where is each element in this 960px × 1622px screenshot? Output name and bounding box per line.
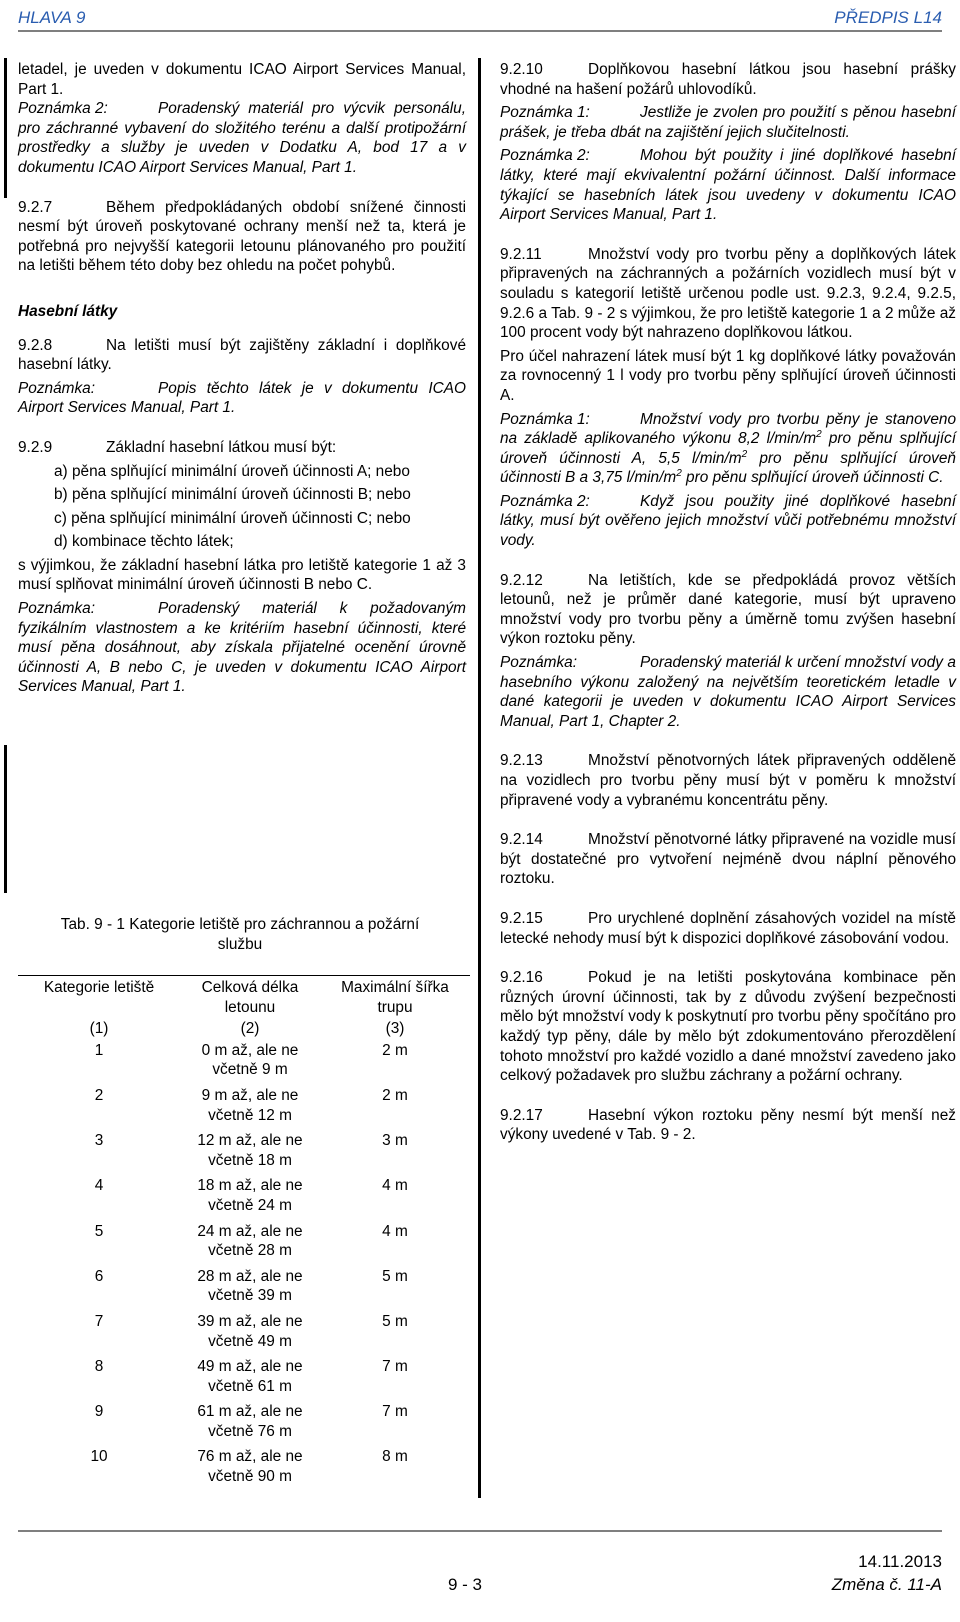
width-cell: 5 m xyxy=(382,1312,408,1330)
superscript: 2 xyxy=(816,428,822,440)
note-text: Poradenský materiál k určení množství vody a hasebního výkonu založený na největším teoretickém letadle v dané kategorii je uveden v dokumentu ICAO Airport Services Manual, Part 1, Chapter 2. xyxy=(500,654,956,730)
note-text: Když jsou použity jiné doplňkové hasební látky, musí být ověřeno jejich množství vůči potřebnému množství vody. xyxy=(500,492,956,550)
column-header: Celková délka letounu xyxy=(180,976,320,1020)
note-other-agents xyxy=(500,492,956,551)
table-row xyxy=(18,1176,470,1221)
change-bar-right xyxy=(478,58,481,1498)
width-cell: 2 m xyxy=(382,1041,408,1059)
length-cell: 49 m až, ale ne včetně 61 m xyxy=(197,1358,303,1395)
note-text: pro pěnu splňující úroveň účinnosti B a 3,75 l/min/m xyxy=(500,449,956,487)
paragraph-number: 9.2.8 xyxy=(18,336,53,354)
note-text: pro pěnu splňující úroveň účinnosti A, 5,5 l/min/m xyxy=(500,430,956,467)
paragraph-9-2-17 xyxy=(500,1106,956,1145)
column-header: Maximální šířka trupu xyxy=(320,976,470,1020)
category-cell: 7 xyxy=(94,1312,104,1330)
length-cell: 9 m až, ale ne včetně 12 m xyxy=(201,1086,299,1124)
table-caption: Tab. 9 - 1 Kategorie letiště pro záchrannou a požární službu xyxy=(60,916,420,953)
note-label: Poznámka: xyxy=(500,654,577,672)
paragraph-text: Množství pěnotvorných látek připravených odděleně na vozidlech pro tvorbu pěny musí být v poměru k množství připravené vody a vybranému koncentrátu pěny. xyxy=(500,752,956,809)
note-label: Poznámka 2: xyxy=(500,147,590,165)
table-row xyxy=(18,1402,470,1447)
note-text: Poradenský materiál pro výcvik personálu, pro záchranné vybavení do složitého terénu a další protipožární prostředky a služby je uveden v Dodatku A, bod 17 a v dokumentu ICAO Airport Services Manual, Part 1. xyxy=(18,100,466,176)
superscript: 2 xyxy=(676,468,682,480)
length-cell: 12 m až, ale ne včetně 18 m xyxy=(197,1132,303,1169)
table-row xyxy=(18,1041,470,1086)
width-cell: 4 m xyxy=(382,1177,408,1195)
right-column xyxy=(500,60,956,1145)
paragraph-text: Pro urychlené doplnění zásahových vozidel na místě letecké nehody musí být k dispozici doplňkové zásobování vodou. xyxy=(500,909,956,947)
table-row xyxy=(18,1131,470,1176)
paragraph-9-2-15 xyxy=(500,909,956,948)
paragraph-substitution: Pro účel nahrazení látek musí být 1 kg doplňkové látky považován za rovnocenný 1 l vody pro tvorbu pěny splňující úroveň účinnosti A. xyxy=(500,347,956,404)
width-cell: 5 m xyxy=(382,1267,408,1285)
paragraph-9-2-10 xyxy=(500,60,956,99)
paragraph-number: 9.2.7 xyxy=(18,198,53,216)
length-cell: 0 m až, ale ne včetně 9 m xyxy=(201,1041,299,1079)
width-cell: 7 m xyxy=(382,1358,408,1376)
table-row xyxy=(18,1357,470,1402)
category-cell: 4 xyxy=(94,1177,104,1195)
table-row xyxy=(18,1267,470,1312)
length-cell: 39 m až, ale ne včetně 49 m xyxy=(197,1312,303,1350)
paragraph-number: 9.2.17 xyxy=(500,1106,543,1124)
section-heading: Hasební látky xyxy=(18,302,118,320)
length-cell: 24 m až, ale ne včetně 28 m xyxy=(197,1222,303,1260)
note-2 xyxy=(500,146,956,224)
superscript: 2 xyxy=(741,448,748,460)
page-header xyxy=(18,4,942,32)
note-label: Poznámka 2: xyxy=(500,492,590,510)
note-2 xyxy=(18,99,466,177)
note-9-2-9 xyxy=(18,599,466,697)
note-text: Množství vody pro tvorbu pěny je stanoveno na základě aplikovaného výkonu 8,2 l/min/m xyxy=(500,410,956,448)
paragraph-number: 9.2.11 xyxy=(500,245,542,263)
paragraph-number: 9.2.15 xyxy=(500,909,543,927)
list-item: b) pěna splňující minimální úroveň účinnosti B; nebo xyxy=(54,486,411,504)
paragraph-number: 9.2.10 xyxy=(500,61,543,78)
footer-date: 14.11.2013 xyxy=(858,1552,942,1571)
length-cell: 76 m až, ale ne včetně 90 m xyxy=(197,1448,303,1486)
note-1 xyxy=(500,103,956,142)
footer-rule xyxy=(18,1530,942,1532)
category-cell: 2 xyxy=(94,1086,104,1104)
category-cell: 6 xyxy=(94,1267,104,1285)
paragraph-number: 9.2.16 xyxy=(500,969,543,987)
paragraph-number: 9.2.14 xyxy=(500,831,543,849)
list-item: a) pěna splňující minimální úroveň účinnosti A; nebo xyxy=(54,462,410,480)
paragraph-9-2-11 xyxy=(500,245,956,343)
note-label: Poznámka: xyxy=(18,600,95,618)
paragraph-exception: s výjimkou, že základní hasební látka pro letiště kategorie 1 až 3 musí splňovat minimální úroveň účinnosti B nebo C. xyxy=(18,556,466,594)
length-cell: 28 m až, ale ne včetně 39 m xyxy=(197,1267,303,1305)
width-cell: 7 m xyxy=(382,1403,408,1421)
width-cell: 4 m xyxy=(382,1222,408,1240)
note-text: Popis těchto látek je v dokumentu ICAO Airport Services Manual, Part 1. xyxy=(18,379,466,417)
category-cell: 10 xyxy=(90,1448,108,1466)
note-label: Poznámka 1: xyxy=(500,410,590,428)
paragraph-9-2-9 xyxy=(18,438,466,458)
note-water-quantity xyxy=(500,410,956,488)
paragraph-text: Na letištích, kde se předpokládá provoz větších letounů, než je průměr dané kategorie, musí být upraveno množství vody pro tvorbu pěny a úměrně tomu zvýšen hasební výkon roztoku pěny. xyxy=(500,571,956,648)
note-label: Poznámka 1: xyxy=(500,104,590,122)
column-number: (3) xyxy=(385,1020,405,1038)
change-bar-left xyxy=(4,58,7,198)
regulation-label: PŘEDPIS L14 xyxy=(834,8,942,27)
column-number: (1) xyxy=(89,1020,109,1038)
paragraph-9-2-14 xyxy=(500,830,956,889)
paragraph-text: Pokud je na letišti poskytována kombinace pěn různých úrovní účinnosti, tak by z důvodu zvýšení bezpečnosti mělo být množství vody k poskytnutí pro tvorbu pěny spočítáno pro každý typ pěny, dále by mělo být zdokumentováno přerozdělení tohoto množství pro každé vozidlo a dané množství zavedeno jako celkový požadavek pro službu záchrany a požární ochrany. xyxy=(500,969,956,1085)
length-cell: 61 m až, ale ne včetně 76 m xyxy=(197,1403,303,1440)
paragraph-text: Během předpokládaných období snížené činnosti nesmí být úroveň poskytované ochrany menší než ta, která je potřebná pro nejvyšší kategorii letounu plánovaného pro použití na letišti během této doby bez ohledu na počet pohybů. xyxy=(18,198,466,275)
note-text: Mohou být použity i jiné doplňkové hasební látky, které mají ekvivalentní požární účinnost. Další informace týkající se hasebních látek jsou uvedeny v dokumentu ICAO Airport Services Manual, Part 1. xyxy=(500,147,956,224)
note-text: Jestliže je zvolen pro použití s pěnou hasební prášek, je třeba dbát na zajištění jejich slučitelnosti. xyxy=(500,104,956,141)
paragraph-text: Hasební výkon roztoku pěny nesmí být menší než výkony uvedené v Tab. 9 - 2. xyxy=(500,1106,956,1144)
category-table xyxy=(18,975,470,1493)
table-row xyxy=(18,1447,470,1492)
paragraph-intro: letadel, je uveden v dokumentu ICAO Airport Services Manual, Part 1. xyxy=(18,61,466,98)
paragraph-text: Doplňkovou hasební látkou jsou hasební prášky vhodné na hašení požárů uhlovodíků. xyxy=(500,61,956,98)
width-cell: 3 m xyxy=(382,1132,408,1150)
paragraph-text: Množství vody pro tvorbu pěny a doplňkových látek připravených na záchranných a požárních vozidlech musí být v souladu s kategorií letiště určenou podle ust. 9.2.3, 9.2.4, 9.2.5, 9.2.6 a Tab. 9 - 2 s výjimkou, že pro letiště kategorie 1 a 2 může až 100 procent vody být nahrazeno doplňkovou látkou. xyxy=(500,245,956,342)
note-guidance xyxy=(500,653,956,731)
category-cell: 3 xyxy=(94,1132,104,1150)
left-column xyxy=(18,60,466,697)
paragraph-number: 9.2.9 xyxy=(18,438,53,456)
list-item: d) kombinace těchto látek; xyxy=(54,533,234,551)
table-row xyxy=(18,1312,470,1357)
table-row xyxy=(18,1086,470,1131)
column-number: (2) xyxy=(240,1020,260,1038)
agent-list xyxy=(18,462,466,552)
category-cell: 5 xyxy=(94,1222,104,1240)
paragraph-9-2-16 xyxy=(500,968,956,1086)
note-label: Poznámka: xyxy=(18,379,95,397)
chapter-label: HLAVA 9 xyxy=(18,8,86,27)
width-cell: 2 m xyxy=(382,1086,408,1104)
width-cell: 8 m xyxy=(382,1448,408,1466)
paragraph-text: Na letišti musí být zajištěny základní i doplňkové hasební látky. xyxy=(18,336,466,374)
paragraph-number: 9.2.13 xyxy=(500,752,543,770)
page-number: 9 - 3 xyxy=(448,1575,483,1594)
table-body xyxy=(18,1041,470,1493)
paragraph-9-2-7 xyxy=(18,198,466,276)
category-cell: 9 xyxy=(94,1403,104,1421)
note-9-2-8 xyxy=(18,379,466,418)
list-item: c) pěna splňující minimální úroveň účinnosti C; nebo xyxy=(54,509,411,527)
paragraph-9-2-13 xyxy=(500,751,956,810)
table-row xyxy=(18,1222,470,1267)
paragraph-text: Základní hasební látkou musí být: xyxy=(106,438,337,456)
paragraph-number: 9.2.12 xyxy=(500,571,543,589)
note-text: Poradenský materiál k požadovaným fyzikálním vlastnostem a ke kritériím hasební účinnosti, které musí pěna dosáhnout, aby získala přijatelné ocenění úrovně účinnosti A, B nebo C, je uveden v dokumentu ICAO Airport Services Manual, Part 1. xyxy=(18,600,466,696)
note-label: Poznámka 2: xyxy=(18,100,108,118)
category-cell: 1 xyxy=(94,1041,104,1059)
category-cell: 8 xyxy=(94,1358,104,1376)
length-cell: 18 m až, ale ne včetně 24 m xyxy=(197,1177,303,1214)
paragraph-9-2-12 xyxy=(500,571,956,649)
column-header: Kategorie letiště xyxy=(18,976,180,1020)
footer-amendment: Změna č. 11-A xyxy=(831,1575,942,1594)
paragraph-9-2-8 xyxy=(18,336,466,375)
change-bar-left-2 xyxy=(4,745,7,893)
note-text: pro pěnu splňující úroveň účinnosti C. xyxy=(681,469,944,487)
paragraph-text: Množství pěnotvorné látky připravené na vozidle musí být dostatečné pro vytvoření nejméně dvou náplní pěnového roztoku. xyxy=(500,831,956,888)
